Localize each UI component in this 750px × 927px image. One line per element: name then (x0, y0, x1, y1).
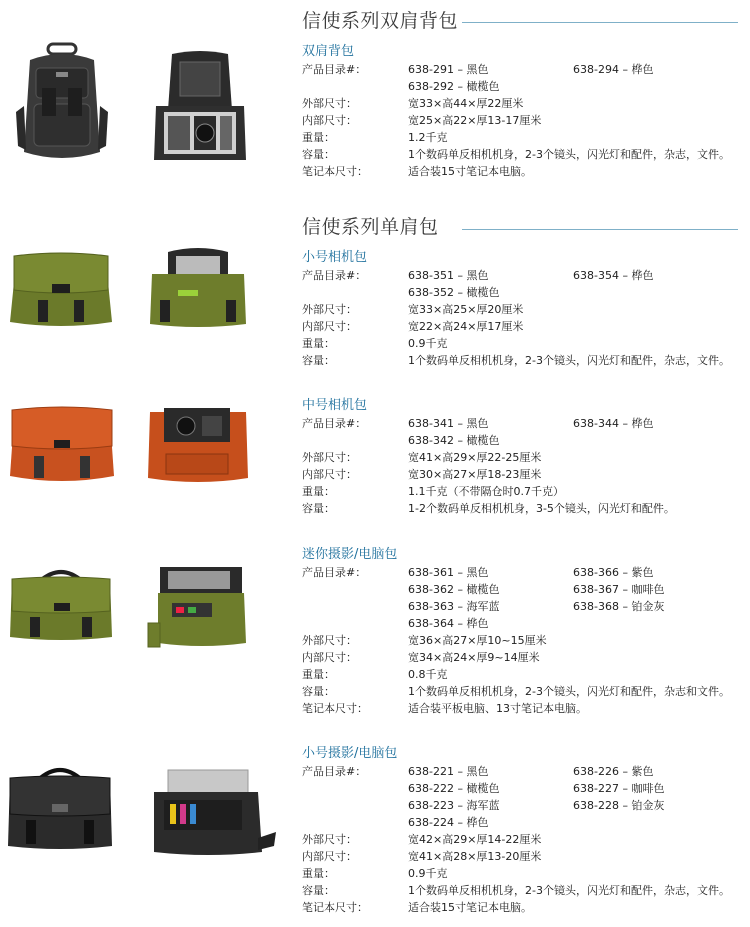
catalog-label: 产品目录#： (302, 269, 367, 282)
catalog-item: 638-341 – 黑色 (408, 417, 489, 430)
catalog-item: 638-226 – 紫色 (573, 765, 654, 778)
small-laptop-bag-front-photo (4, 762, 116, 852)
catalog-item: 638-366 – 紫色 (573, 566, 654, 579)
backpack-open-photo (150, 50, 250, 164)
catalog-item: 638-351 – 黑色 (408, 269, 489, 282)
catalog-label: 产品目录#： (302, 765, 367, 778)
product-name: 双肩背包 (302, 44, 355, 59)
catalog-item: 638-367 – 咖啡色 (573, 583, 665, 596)
catalog-item: 638-222 – 橄榄色 (408, 782, 500, 795)
product-name: 小号相机包 (302, 250, 368, 265)
catalog-label: 产品目录#： (302, 566, 367, 579)
catalog-item: 638-292 – 橄榄色 (408, 80, 500, 93)
catalog-item: 638-344 – 桦色 (573, 417, 654, 430)
mini-laptop-bag-front-photo (6, 565, 116, 643)
product-name: 中号相机包 (302, 398, 368, 413)
catalog-item: 638-227 – 咖啡色 (573, 782, 665, 795)
catalog-item: 638-364 – 桦色 (408, 617, 489, 630)
small-camera-bag-front-photo (8, 250, 114, 330)
catalog-item: 638-228 – 铂金灰 (573, 799, 665, 812)
catalog-item: 638-291 – 黑色 (408, 63, 489, 76)
section-divider (462, 22, 738, 23)
section-divider (462, 229, 738, 230)
catalog-item: 638-221 – 黑色 (408, 765, 489, 778)
catalog-item: 638-223 – 海军蓝 (408, 799, 500, 812)
catalog-label: 产品目录#： (302, 417, 367, 430)
catalog-item: 638-224 – 桦色 (408, 816, 489, 829)
section-title-shoulder: 信使系列单肩包 (302, 216, 439, 238)
backpack-front-photo (12, 42, 112, 166)
catalog-item: 638-352 – 橄榄色 (408, 286, 500, 299)
product-name: 小号摄影/电脑包 (302, 746, 398, 761)
catalog-item: 638-362 – 橄榄色 (408, 583, 500, 596)
catalog-item: 638-294 – 桦色 (573, 63, 654, 76)
mini-laptop-bag-open-photo (146, 563, 250, 655)
medium-camera-bag-open-photo (146, 402, 250, 486)
catalog-item: 638-368 – 铂金灰 (573, 600, 665, 613)
section-title-backpack: 信使系列双肩背包 (302, 10, 459, 32)
catalog-label: 产品目录#： (302, 63, 367, 76)
catalog-item: 638-342 – 橄榄色 (408, 434, 500, 447)
medium-camera-bag-front-photo (8, 404, 116, 486)
small-camera-bag-open-photo (148, 246, 248, 330)
product-name: 迷你摄影/电脑包 (302, 547, 398, 562)
catalog-item: 638-354 – 桦色 (573, 269, 654, 282)
catalog-item: 638-363 – 海军蓝 (408, 600, 500, 613)
small-laptop-bag-open-photo (150, 768, 278, 860)
catalog-item: 638-361 – 黑色 (408, 566, 489, 579)
